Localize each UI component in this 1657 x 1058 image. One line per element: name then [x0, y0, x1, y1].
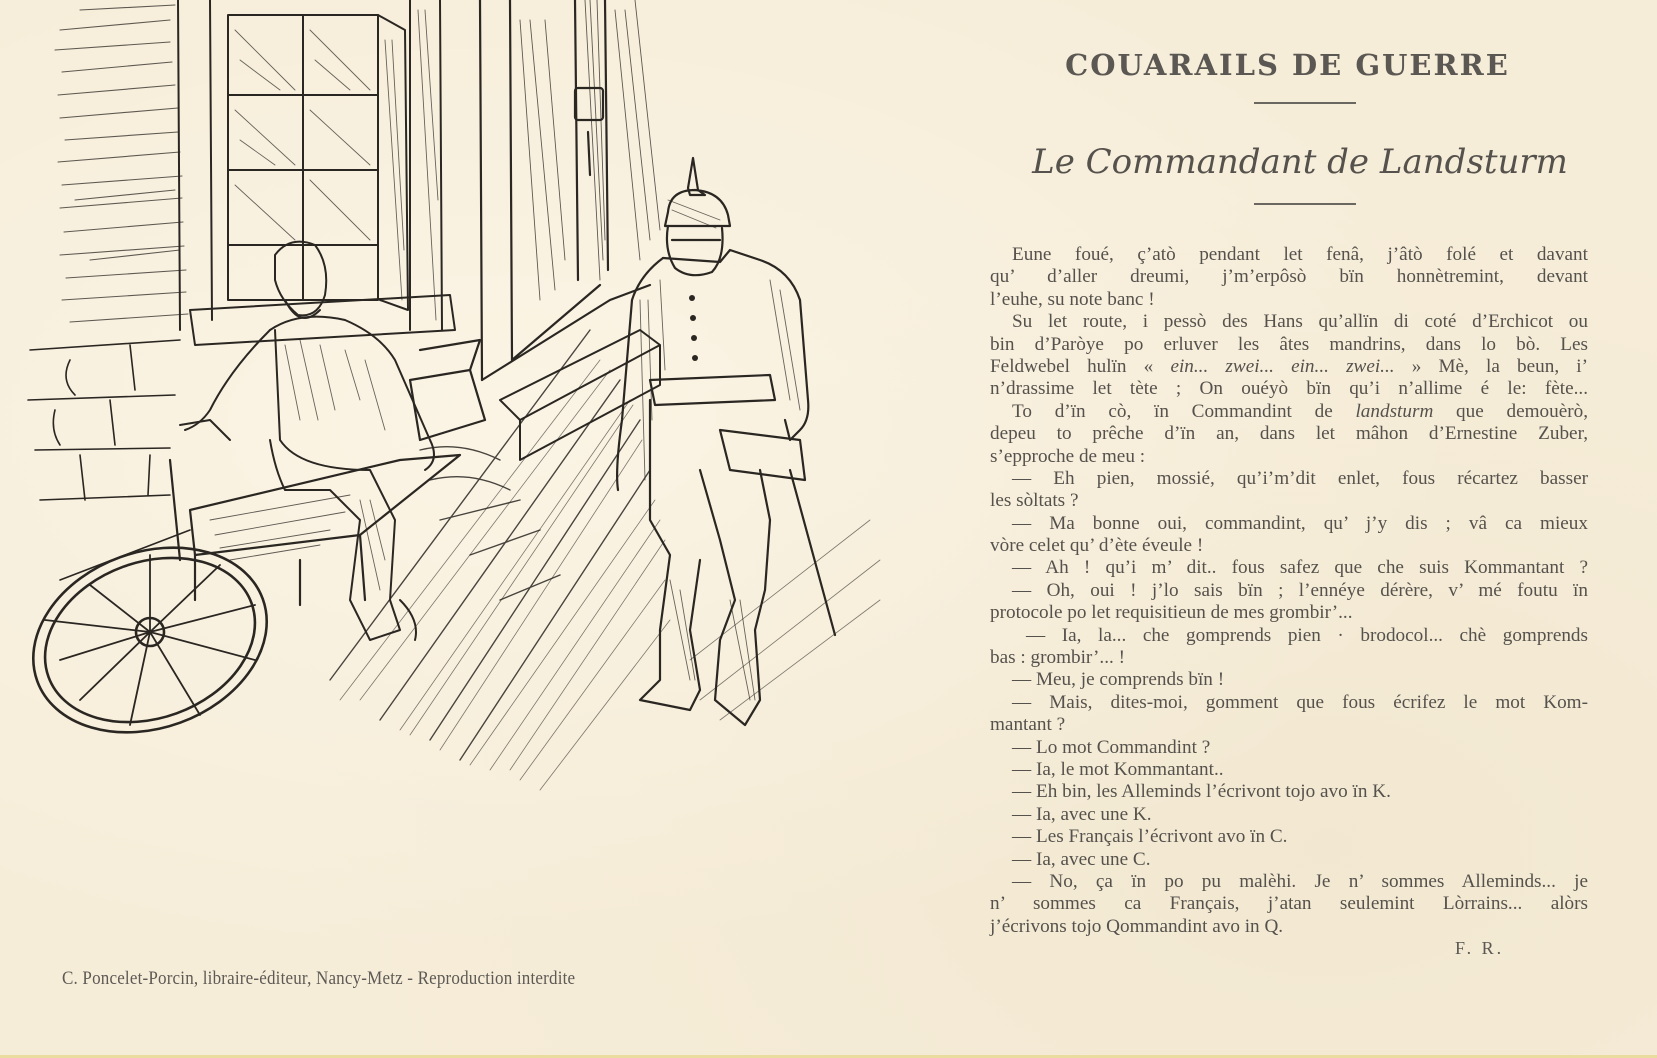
- series-title: COUARAILS DE GUERRE: [1065, 48, 1510, 82]
- story-line: Feldwebel hulïn « ein... zwei... ein... zwei... » Mè, la beun, i’: [990, 355, 1588, 377]
- italic-term: ein... zwei... ein... zwei...: [1170, 355, 1395, 377]
- story-line: mantant ?: [990, 714, 1066, 736]
- story-line: To d’ïn cò, ïn Commandint de landsturm que demouèrò,: [1012, 400, 1588, 422]
- story-line: — No, ça ïn po pu malèhi. Je n’ sommes Alleminds... je: [1012, 870, 1588, 892]
- story-line: — Les Français l’écrivont avo ïn C.: [1012, 826, 1288, 848]
- story-line: — Mais, dites-moi, gomment que fous écrifez le mot Kom-: [1012, 691, 1588, 713]
- story-line: qu’ d’aller dreumi, j’m’erpôsò bïn honnètremint, devant: [990, 266, 1588, 288]
- publisher-line: C. Poncelet-Porcin, libraire-éditeur, Nancy-Metz - Reproduction interdite: [62, 969, 576, 989]
- story-line: Eune foué, ç’atò pendant let fenâ, j’âtò folé et davant: [1012, 244, 1588, 265]
- subtitle-divider: [1254, 203, 1356, 205]
- wall-hatching: [55, 5, 188, 322]
- author-signature: F. R.: [1455, 938, 1505, 958]
- story-line: s’epproche de meu :: [990, 445, 1146, 467]
- story-line: — Ia, le mot Kommantant..: [1012, 758, 1224, 780]
- story-line: depeu to prêche d’ïn an, dans let mâhon d’Ernestine Zuber,: [990, 423, 1588, 445]
- story-line: l’euhe, su note banc !: [990, 288, 1155, 310]
- story-line: vòre celet qu’ d’ète éveule !: [990, 535, 1204, 557]
- story-line: — Eh pien, mossié, qu’i’m’dit enlet, fous récartez basser: [1012, 467, 1588, 489]
- story-line: n’ sommes ca Français, j’atan seulemint Lòrrains... alòrs: [990, 893, 1588, 915]
- story-line: — Ia, la... che gomprends pien · brodocol... chè gomprends: [1026, 624, 1588, 646]
- story-line: — Ia, avec une C.: [1012, 848, 1151, 870]
- story-line: Su let route, i pessò des Hans qu’allïn di coté d’Erchicot ou: [1012, 311, 1588, 333]
- story-line: — Eh bin, les Alleminds l’écrivont tojo avo ïn K.: [1012, 781, 1391, 803]
- story-line: protocole po let requisitieun de mes grombir’...: [990, 602, 1353, 624]
- story-line: les sòltats ?: [990, 490, 1079, 512]
- story-line: — Lo mot Commandint ?: [1012, 736, 1211, 758]
- story-title: Le Commandant de Landsturm: [1032, 142, 1568, 182]
- story-line: j’écrivons tojo Qommandint avo in Q.: [990, 915, 1284, 937]
- story-line: n’drassime let tète ; On ouéyò bïn qu’i n’allime é le: fète...: [990, 378, 1588, 400]
- story-line: bin d’Paròye po erluver les âtes mandrins, dans lo bò. Les: [990, 333, 1588, 355]
- story-line: — Ia, avec une K.: [1012, 803, 1152, 825]
- story-line: — Meu, je comprends bïn !: [1012, 669, 1225, 691]
- story-body: [990, 244, 1588, 938]
- title-divider: [1254, 102, 1356, 104]
- story-line: bas : grombir’... !: [990, 647, 1125, 669]
- story-line: — Oh, oui ! j’lo sais bïn ; l’ennéye dérère, v’ mé foutu ïn: [1012, 579, 1588, 601]
- italic-term: landsturm: [1355, 400, 1434, 422]
- illustration-officer-and-villager: [0, 0, 890, 800]
- story-line: — Ma bonne oui, commandint, qu’ j’y dis ; vâ ca mieux: [1012, 512, 1588, 534]
- story-line: — Ah ! qu’i m’ dit.. fous safez que che suis Kommantant ?: [1012, 557, 1588, 579]
